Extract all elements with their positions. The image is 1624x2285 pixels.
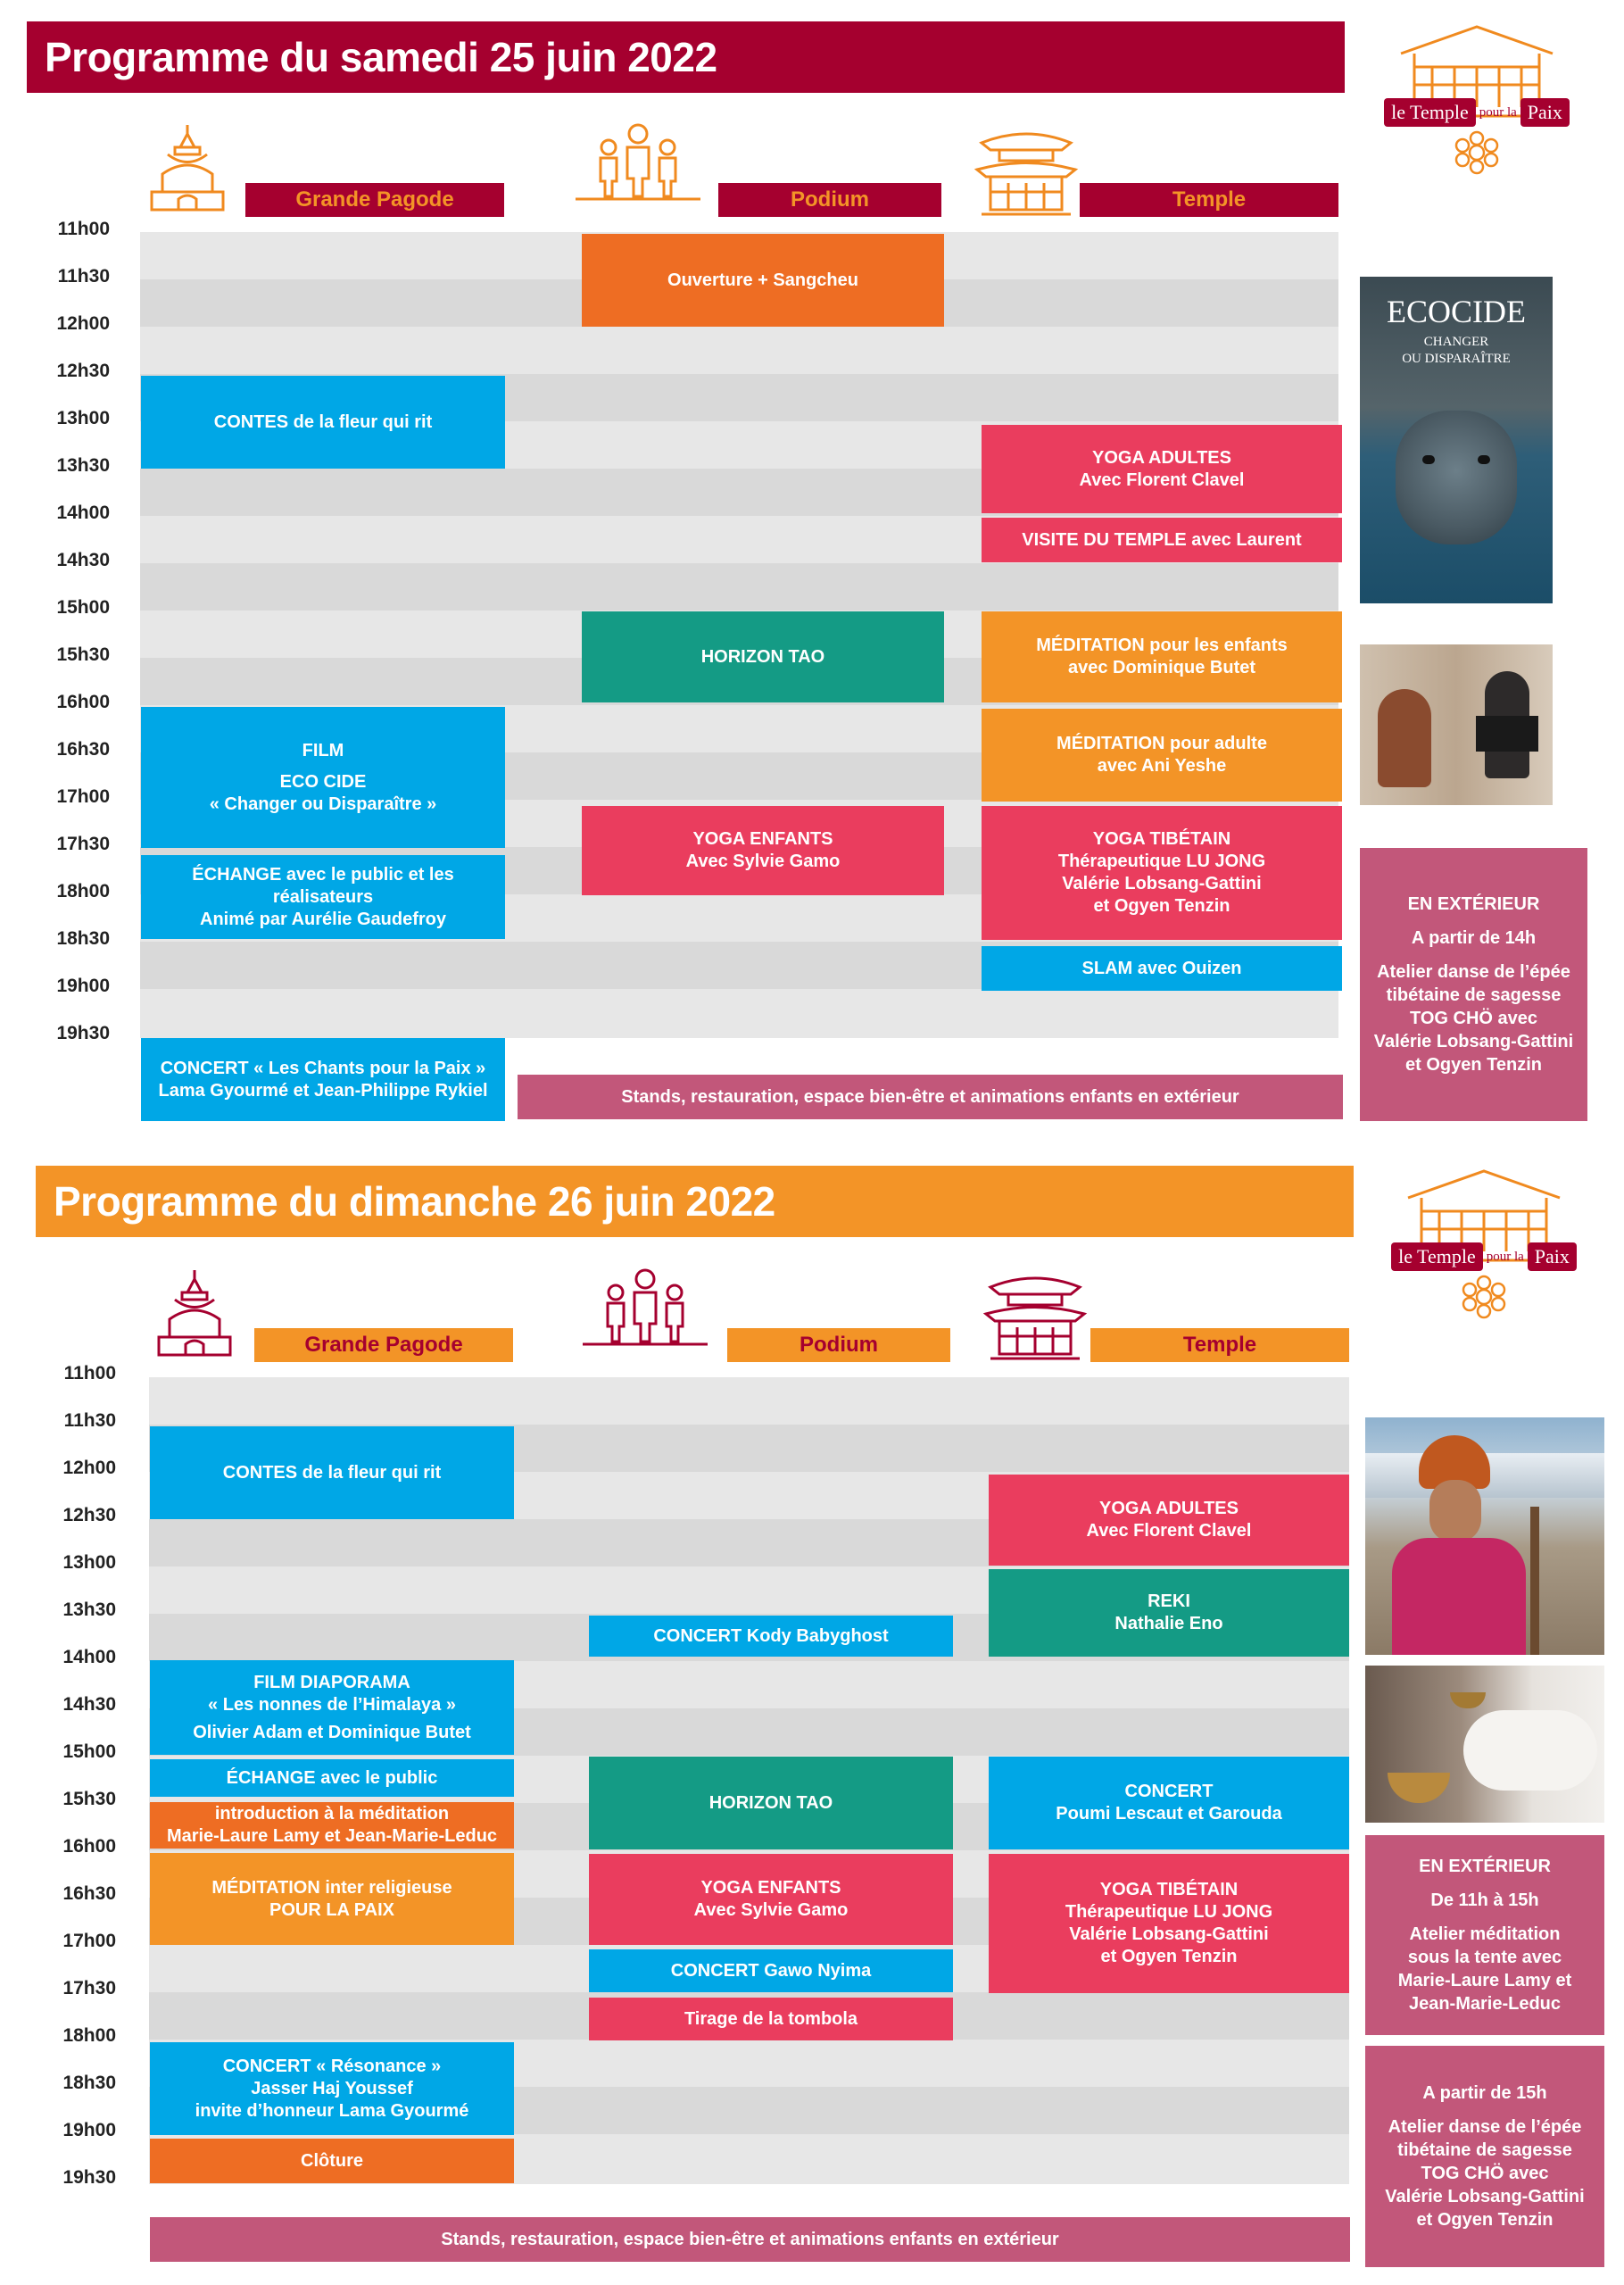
- time-label: 13h30: [62, 1600, 116, 1620]
- temple-icon: [973, 125, 1080, 219]
- event-cloture[interactable]: Clôture: [150, 2139, 514, 2183]
- event-concert[interactable]: CONCERT « Les Chants pour la Paix » Lama Gyourmé et Jean-Philippe Rykiel: [141, 1038, 505, 1121]
- event-tombola[interactable]: Tirage de la tombola: [589, 1998, 953, 2040]
- time-label: 18h30: [56, 928, 110, 949]
- logo-text-2: pour la: [1486, 1249, 1524, 1264]
- people-icon: [578, 1266, 712, 1350]
- grid-row: [140, 989, 1338, 1038]
- outdoor-saturday: EN EXTÉRIEUR A partir de 14h Atelier danse de l’épée tibétaine de sagesse TOG CHÖ avec Valérie Lobsang-Gattini et Ogyen Tenzin: [1360, 848, 1587, 1121]
- time-label: 14h00: [62, 1647, 116, 1667]
- time-label: 17h30: [56, 834, 110, 854]
- monk-photo: [1365, 1417, 1604, 1655]
- event-film[interactable]: FILM ECO CIDE « Changer ou Disparaître »: [141, 707, 505, 848]
- event-yoga-tibetain[interactable]: YOGA TIBÉTAIN Thérapeutique LU JONG Valérie Lobsang-Gattini et Ogyen Tenzin: [989, 1854, 1349, 1993]
- time-label: 18h00: [56, 881, 110, 902]
- col-header-grande-pagode: Grande Pagode: [245, 183, 504, 217]
- time-label: 14h30: [62, 1694, 116, 1715]
- time-label: 11h30: [57, 266, 110, 287]
- time-label: 11h00: [57, 219, 110, 239]
- event-concert-gawo[interactable]: CONCERT Gawo Nyima: [589, 1949, 953, 1992]
- outdoor-sunday-1: EN EXTÉRIEUR De 11h à 15h Atelier méditation sous la tente avec Marie-Laure Lamy et Jean-Marie-Leduc: [1365, 1835, 1604, 2035]
- poster-title: ECOCIDE: [1387, 294, 1526, 329]
- time-label: 12h00: [62, 1458, 116, 1478]
- event-meditation-adulte[interactable]: MÉDITATION pour adulte avec Ani Yeshe: [982, 709, 1342, 802]
- time-label: 15h30: [62, 1789, 116, 1809]
- time-label: 12h00: [56, 313, 110, 334]
- event-slam[interactable]: SLAM avec Ouizen: [982, 946, 1342, 991]
- col-header-grande-pagode: Grande Pagode: [254, 1328, 513, 1362]
- logo-text-3: Paix: [1520, 98, 1570, 127]
- lotus-icon: [1450, 130, 1504, 175]
- ecocide-poster: [1360, 277, 1553, 603]
- time-label: 16h30: [62, 1883, 116, 1904]
- lotus-icon: [1457, 1275, 1511, 1319]
- col-header-temple: Temple: [1090, 1328, 1349, 1362]
- time-label: 18h30: [62, 2073, 116, 2093]
- event-reki[interactable]: REKI Nathalie Eno: [989, 1569, 1349, 1657]
- event-concert-resonance[interactable]: CONCERT « Résonance » Jasser Haj Youssef invite d’honneur Lama Gyourmé: [150, 2042, 514, 2135]
- grid-row: [149, 1377, 1349, 1425]
- sunday-title-bar: [36, 1166, 1354, 1237]
- time-label: 17h00: [62, 1931, 116, 1951]
- poster-subtitle-1: CHANGER: [1423, 335, 1489, 349]
- event-concert-kody[interactable]: CONCERT Kody Babyghost: [589, 1616, 953, 1657]
- event-contes[interactable]: CONTES de la fleur qui rit: [141, 376, 505, 469]
- event-visite-temple[interactable]: VISITE DU TEMPLE avec Laurent: [982, 518, 1342, 562]
- time-label: 14h30: [56, 550, 110, 570]
- col-header-temple: Temple: [1080, 183, 1338, 217]
- musicians-photo: [1360, 644, 1553, 805]
- grid-row: [140, 563, 1338, 611]
- time-label: 11h30: [63, 1410, 116, 1431]
- event-yoga-enfants[interactable]: YOGA ENFANTS Avec Sylvie Gamo: [582, 806, 944, 895]
- time-label: 18h00: [62, 2025, 116, 2046]
- time-label: 16h00: [62, 1836, 116, 1857]
- event-horizon-tao[interactable]: HORIZON TAO: [589, 1757, 953, 1849]
- event-film-diaporama[interactable]: FILM DIAPORAMA « Les nonnes de l’Himalaya » Olivier Adam et Dominique Butet: [150, 1660, 514, 1755]
- logo-text-1: le Temple: [1384, 98, 1476, 127]
- event-echange[interactable]: ÉCHANGE avec le public: [150, 1759, 514, 1797]
- time-label: 14h00: [56, 503, 110, 523]
- grid-row: [140, 327, 1338, 374]
- sunday-title: Programme du dimanche 26 juin 2022: [54, 1178, 775, 1225]
- saturday-title-bar: [27, 21, 1345, 93]
- orangutan-face: [1396, 411, 1517, 544]
- logo-text-3: Paix: [1528, 1242, 1577, 1271]
- time-label: 11h00: [63, 1363, 116, 1383]
- temple-logo: [1374, 18, 1579, 196]
- logo-text-1: le Temple: [1391, 1242, 1483, 1271]
- time-label: 17h30: [62, 1978, 116, 1998]
- event-yoga-adultes[interactable]: YOGA ADULTES Avec Florent Clavel: [982, 425, 1342, 513]
- event-meditation-enfants[interactable]: MÉDITATION pour les enfants avec Dominique Butet: [982, 611, 1342, 702]
- time-label: 19h30: [56, 1023, 110, 1043]
- event-concert-poumi[interactable]: CONCERT Poumi Lescaut et Garouda: [989, 1757, 1349, 1849]
- time-label: 12h30: [56, 361, 110, 381]
- time-label: 12h30: [62, 1505, 116, 1525]
- time-label: 19h30: [62, 2167, 116, 2188]
- event-meditation-inter[interactable]: MÉDITATION inter religieuse POUR LA PAIX: [150, 1853, 514, 1945]
- event-intro-meditation[interactable]: introduction à la méditation Marie-Laure Lamy et Jean-Marie-Leduc: [150, 1802, 514, 1849]
- poster-subtitle-2: OU DISPARAÎTRE: [1402, 352, 1511, 366]
- temple-icon: [982, 1269, 1089, 1363]
- outdoor-sunday-2: A partir de 15h Atelier danse de l’épée tibétaine de sagesse TOG CHÖ avec Valérie Lobsang-Gattini et Ogyen Tenzin: [1365, 2046, 1604, 2267]
- event-contes[interactable]: CONTES de la fleur qui rit: [150, 1426, 514, 1519]
- time-label: 16h30: [56, 739, 110, 760]
- event-ouverture[interactable]: Ouverture + Sangcheu: [582, 234, 944, 327]
- saturday-title: Programme du samedi 25 juin 2022: [45, 34, 717, 80]
- time-label: 15h30: [56, 644, 110, 665]
- time-label: 17h00: [56, 786, 110, 807]
- time-label: 13h00: [56, 408, 110, 428]
- time-label: 19h00: [62, 2120, 116, 2140]
- time-label: 15h00: [62, 1741, 116, 1762]
- people-icon: [571, 120, 705, 205]
- stands-bar-saturday: Stands, restauration, espace bien-être et animations enfants en extérieur: [518, 1075, 1343, 1119]
- event-yoga-tibetain[interactable]: YOGA TIBÉTAIN Thérapeutique LU JONG Valérie Lobsang-Gattini et Ogyen Tenzin: [982, 806, 1342, 940]
- time-label: 16h00: [56, 692, 110, 712]
- col-header-podium: Podium: [718, 183, 941, 217]
- temple-logo-sunday: [1381, 1162, 1587, 1341]
- time-label: 15h00: [56, 597, 110, 618]
- pagoda-icon: [150, 1266, 239, 1364]
- logo-text-2: pour la: [1479, 104, 1517, 120]
- time-label: 19h00: [56, 976, 110, 996]
- time-label: 13h00: [62, 1552, 116, 1573]
- stands-bar-sunday: Stands, restauration, espace bien-être et animations enfants en extérieur: [150, 2217, 1350, 2262]
- time-label: 13h30: [56, 455, 110, 476]
- event-echange[interactable]: ÉCHANGE avec le public et les réalisateurs Animé par Aurélie Gaudefroy: [141, 855, 505, 939]
- event-yoga-adultes[interactable]: YOGA ADULTES Avec Florent Clavel: [989, 1475, 1349, 1566]
- col-header-podium: Podium: [727, 1328, 950, 1362]
- event-horizon-tao[interactable]: HORIZON TAO: [582, 611, 944, 702]
- event-yoga-enfants[interactable]: YOGA ENFANTS Avec Sylvie Gamo: [589, 1854, 953, 1945]
- pagoda-icon: [143, 120, 232, 219]
- singing-bowl-photo: [1365, 1666, 1604, 1823]
